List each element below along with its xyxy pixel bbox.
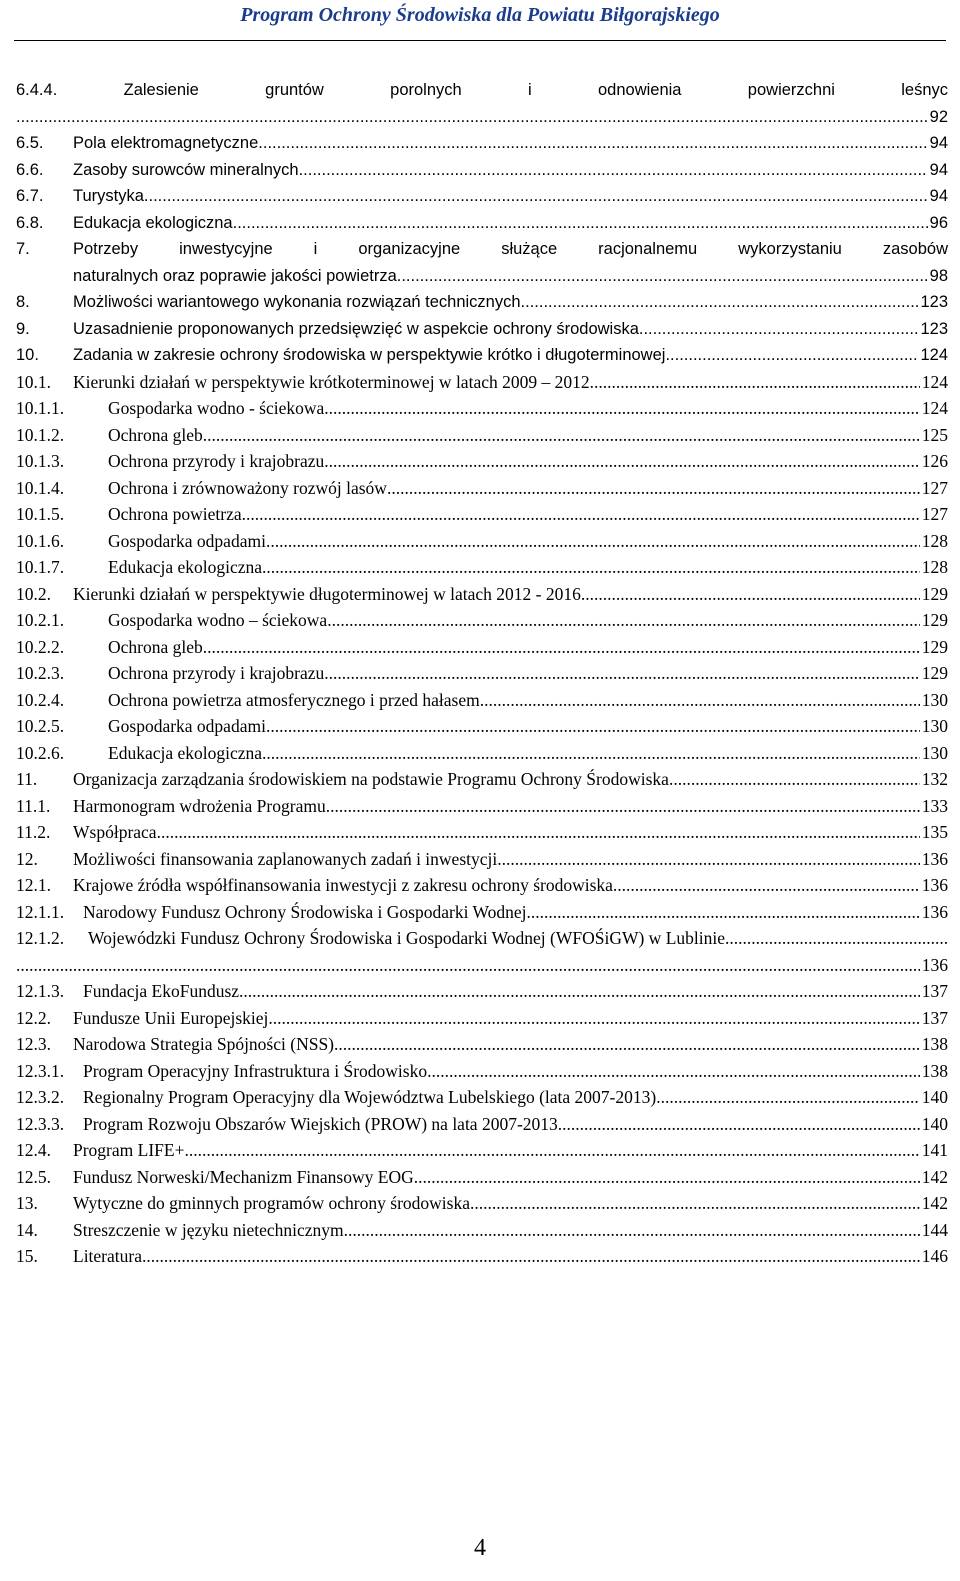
toc-entry[interactable] <box>16 1058 948 1085</box>
toc-entry-title: Gospodarka wodno - ściekowa <box>108 398 325 418</box>
toc-entry-page: 142 <box>921 1166 948 1187</box>
toc-entry-number: 12.3. <box>16 1034 51 1054</box>
toc-entry[interactable] <box>16 1217 948 1244</box>
document-header: Program Ochrony Środowiska dla Powiatu Biłgorajskiego <box>240 4 720 26</box>
toc-entry-page: 98 <box>929 266 948 285</box>
toc-entry-number: 6.4.4. <box>16 81 58 99</box>
toc-leader-dots <box>239 978 920 1005</box>
toc-entry-page: 136 <box>921 848 948 869</box>
toc-entry[interactable] <box>16 660 948 687</box>
toc-entry-page: 130 <box>921 689 948 710</box>
toc-entry-number: 10.2.6. <box>16 742 65 763</box>
toc-entry-title: Ochrona powietrza <box>108 504 242 524</box>
toc-entry-number: 11.1. <box>16 795 51 816</box>
toc-leader-dots <box>613 872 920 899</box>
toc-entry-title: Potrzeby inwestycyjne i organizacyjne służące racjonalnemu wykorzystaniu zasobów <box>73 240 948 258</box>
toc-entry-page: 140 <box>921 1113 948 1134</box>
toc-leader-dots <box>669 766 920 793</box>
toc-entry-title: Fundacja EkoFundusz <box>83 981 240 1001</box>
toc-entry-title: Ochrona powietrza atmosferycznego i przed hałasem <box>108 689 480 710</box>
toc-leader-dots <box>258 130 927 157</box>
toc-leader-dots <box>266 713 920 740</box>
toc-entry-title: Ochrona i zrównoważony rozwój lasów <box>108 477 387 498</box>
toc-entry-title: Współpraca <box>73 822 157 842</box>
toc-entry-number: 10.1.2. <box>16 424 65 445</box>
toc-entry-number: 12.3.1. <box>16 1060 65 1081</box>
toc-entry-number: 10.2.2. <box>16 636 65 657</box>
toc-entry-number: 10.1.3. <box>16 451 65 471</box>
toc-leader-dots <box>725 925 948 952</box>
toc-entry-page: 127 <box>921 477 948 498</box>
toc-entry-title: Możliwości wariantowego wykonania rozwiązań technicznych <box>73 293 521 311</box>
toc-leader-dots <box>16 104 928 131</box>
toc-entry-number: 10. <box>16 346 39 364</box>
toc-entry-number: 8. <box>16 293 30 311</box>
toc-entry-number: 10.1.6. <box>16 530 65 551</box>
toc-entry-page: 129 <box>921 610 948 630</box>
toc-entry[interactable] <box>16 422 948 449</box>
toc-entry[interactable] <box>16 183 948 210</box>
toc-entry-page: 133 <box>921 795 948 816</box>
toc-leader-dots <box>16 952 920 979</box>
toc-entry[interactable] <box>16 634 948 661</box>
page-number: 4 <box>474 1535 486 1561</box>
toc-entry-title: Krajowe źródła współfinansowania inwestycji z zakresu ochrony środowiska <box>73 875 613 895</box>
toc-entry-title: Harmonogram wdrożenia Programu <box>73 795 326 816</box>
toc-entry[interactable] <box>16 899 948 926</box>
toc-entry-number: 9. <box>16 319 30 338</box>
toc-entry[interactable] <box>16 289 948 316</box>
toc-entry-page: 142 <box>921 1193 948 1213</box>
toc-leader-dots <box>581 581 920 608</box>
toc-entry[interactable] <box>16 448 948 475</box>
toc-entry-title: Narodowy Fundusz Ochrony Środowiska i Gospodarki Wodnej <box>83 901 527 922</box>
toc-entry[interactable] <box>16 342 948 369</box>
toc-entry-number: 10.1. <box>16 371 51 392</box>
toc-leader-dots <box>262 740 920 767</box>
table-of-contents <box>16 77 948 1270</box>
toc-entry-page: 123 <box>920 319 948 338</box>
toc-leader-dots <box>334 1031 920 1058</box>
toc-entry-page: 136 <box>921 901 948 922</box>
toc-entry-page: 128 <box>921 557 948 577</box>
toc-entry-title: Ochrona przyrody i krajobrazu <box>108 663 325 683</box>
toc-entry[interactable] <box>16 1005 948 1032</box>
toc-entry-title: Literatura <box>73 1246 142 1266</box>
toc-entry-title: Edukacja ekologiczna <box>108 742 263 763</box>
toc-entry-page: 136 <box>921 954 948 975</box>
toc-entry-title: Program LIFE+ <box>73 1140 185 1160</box>
toc-entry-number: 10.2.4. <box>16 689 65 710</box>
toc-leader-dots <box>262 554 920 581</box>
toc-entry-number: 12.3.2. <box>16 1087 65 1107</box>
toc-leader-dots <box>558 1111 920 1138</box>
toc-leader-dots <box>344 1217 920 1244</box>
toc-entry-page: 137 <box>921 1007 948 1028</box>
toc-entry[interactable] <box>16 1137 948 1164</box>
toc-entry-title: Kierunki działań w perspektywie krótkoterminowej w latach 2009 – 2012 <box>73 371 590 392</box>
toc-entry[interactable] <box>16 316 948 343</box>
toc-leader-dots <box>324 448 920 475</box>
toc-entry-page: 129 <box>921 663 948 683</box>
toc-entry-number: 6.7. <box>16 187 44 205</box>
toc-entry[interactable] <box>16 369 948 396</box>
toc-entry-number: 12.2. <box>16 1007 51 1028</box>
toc-entry-page: 128 <box>921 530 948 551</box>
toc-entry-number: 12.5. <box>16 1166 51 1187</box>
toc-entry-page: 137 <box>921 981 948 1001</box>
toc-entry[interactable] <box>16 157 948 184</box>
toc-leader-dots <box>203 422 920 449</box>
toc-entry[interactable] <box>16 475 948 502</box>
toc-entry-title: Program Operacyjny Infrastruktura i Środowisko <box>83 1060 428 1081</box>
toc-entry-title: Wytyczne do gminnych programów ochrony środowiska <box>73 1193 470 1213</box>
toc-entry-number: 12.3.3. <box>16 1113 65 1134</box>
toc-entry-page: 92 <box>929 107 948 126</box>
toc-entry-title: Fundusze Unii Europejskiej <box>73 1007 269 1028</box>
toc-leader-dots <box>203 634 920 661</box>
toc-leader-dots <box>397 263 928 290</box>
toc-entry[interactable] <box>16 607 948 634</box>
toc-entry-title: Program Rozwoju Obszarów Wiejskich (PROW) na lata 2007-2013 <box>83 1113 558 1134</box>
toc-entry-number: 10.1.1. <box>16 398 65 418</box>
toc-leader-dots <box>326 793 920 820</box>
toc-entry-page: 146 <box>921 1246 948 1266</box>
toc-entry[interactable] <box>16 1111 948 1138</box>
toc-entry-page: 138 <box>921 1060 948 1081</box>
toc-entry-number: 6.6. <box>16 160 44 179</box>
toc-leader-dots <box>639 316 919 343</box>
toc-entry[interactable] <box>16 819 948 846</box>
toc-entry[interactable] <box>16 740 948 767</box>
toc-entry-page: 125 <box>921 424 948 445</box>
toc-entry-page: 94 <box>929 187 948 205</box>
toc-entry-title: Wojewódzki Fundusz Ochrony Środowiska i Gospodarki Wodnej (WFOŚiGW) w Lublinie <box>88 928 725 948</box>
toc-entry[interactable] <box>16 846 948 873</box>
toc-leader-dots <box>427 1058 920 1085</box>
toc-entry-title: Gospodarka wodno – ściekowa <box>108 610 328 630</box>
toc-entry-number: 10.2. <box>16 583 51 604</box>
toc-leader-dots <box>233 210 928 237</box>
toc-entry-title: Streszczenie w języku nietechnicznym <box>73 1219 344 1240</box>
toc-entry-title: Kierunki działań w perspektywie długoterminowej w latach 2012 - 2016 <box>73 583 581 604</box>
toc-entry-title: Zasoby surowców mineralnych <box>73 160 299 179</box>
toc-entry-title: Fundusz Norweski/Mechanizm Finansowy EOG <box>73 1166 414 1187</box>
toc-entry[interactable] <box>16 978 948 1005</box>
toc-entry-title: Gospodarka odpadami <box>108 716 266 736</box>
toc-leader-dots <box>656 1084 920 1111</box>
toc-entry[interactable] <box>16 395 948 422</box>
toc-entry[interactable] <box>16 793 948 820</box>
toc-entry-page: 141 <box>921 1140 948 1160</box>
toc-entry-page: 136 <box>921 875 948 895</box>
toc-entry[interactable] <box>16 130 948 157</box>
toc-entry-page: 127 <box>921 504 948 524</box>
toc-entry[interactable] <box>16 210 948 237</box>
toc-entry-title: Ochrona przyrody i krajobrazu <box>108 451 325 471</box>
toc-entry-title: Narodowa Strategia Spójności (NSS) <box>73 1034 335 1054</box>
toc-leader-dots <box>157 819 920 846</box>
toc-leader-dots <box>497 846 920 873</box>
toc-leader-dots <box>142 1243 920 1270</box>
toc-entry-number: 6.8. <box>16 213 44 232</box>
toc-entry[interactable] <box>16 1190 948 1217</box>
toc-entry-page: 129 <box>921 636 948 657</box>
toc-entry-page: 126 <box>921 451 948 471</box>
toc-entry-number: 12.4. <box>16 1140 51 1160</box>
toc-entry-title: Organizacja zarządzania środowiskiem na podstawie Programu Ochrony Środowiska <box>73 769 669 789</box>
toc-entry-page: 124 <box>921 398 948 418</box>
toc-entry-title: Ochrona gleb <box>108 636 203 657</box>
toc-entry-page: 135 <box>921 822 948 842</box>
toc-entry[interactable] <box>16 872 948 899</box>
toc-entry-number: 15. <box>16 1246 38 1266</box>
toc-entry-title: Turystyka <box>73 187 144 205</box>
toc-entry[interactable] <box>16 554 948 581</box>
toc-entry[interactable] <box>16 1243 948 1270</box>
toc-entry-title: Zadania w zakresie ochrony środowiska w perspektywie krótko i długoterminowej <box>73 346 666 364</box>
toc-entry-page: 129 <box>921 583 948 604</box>
toc-entry-number: 11. <box>16 769 38 789</box>
toc-entry-number: 12.1.3. <box>16 981 65 1001</box>
toc-leader-dots <box>480 687 920 714</box>
toc-entry-number: 12.1.1. <box>16 901 65 922</box>
toc-entry-page: 140 <box>921 1087 948 1107</box>
toc-leader-dots <box>144 183 928 210</box>
toc-entry-title: Ochrona gleb <box>108 424 203 445</box>
toc-entry-page: 130 <box>921 742 948 763</box>
toc-leader-dots <box>665 342 918 369</box>
toc-leader-dots <box>590 369 920 396</box>
toc-entry[interactable] <box>16 713 948 740</box>
toc-entry-number: 6.5. <box>16 134 44 152</box>
toc-entry[interactable] <box>16 236 948 289</box>
toc-entry[interactable] <box>16 1084 948 1111</box>
toc-leader-dots <box>527 899 920 926</box>
toc-leader-dots <box>299 157 928 184</box>
toc-entry-page: 94 <box>929 160 948 179</box>
toc-entry-title: Edukacja ekologiczna <box>108 557 263 577</box>
toc-entry-number: 11.2. <box>16 822 51 842</box>
toc-entry-number: 10.2.3. <box>16 663 65 683</box>
toc-entry-page: 124 <box>920 346 948 364</box>
toc-entry[interactable] <box>16 766 948 793</box>
toc-entry-title: Uzasadnienie proponowanych przedsięwzięć w aspekcie ochrony środowiska <box>73 319 639 338</box>
toc-entry-number: 10.1.4. <box>16 477 65 498</box>
toc-entry-page: 144 <box>921 1219 948 1240</box>
toc-entry-page: 124 <box>921 371 948 392</box>
toc-entry[interactable] <box>16 687 948 714</box>
toc-leader-dots <box>327 607 920 634</box>
toc-entry-number: 10.2.1. <box>16 610 65 630</box>
toc-entry[interactable] <box>16 528 948 555</box>
toc-leader-dots <box>268 1005 919 1032</box>
toc-entry-page: 96 <box>929 213 948 232</box>
toc-entry-number: 12.1. <box>16 875 51 895</box>
toc-entry[interactable] <box>16 501 948 528</box>
toc-entry-title: Możliwości finansowania zaplanowanych zadań i inwestycji <box>73 848 498 869</box>
toc-leader-dots <box>324 660 920 687</box>
toc-leader-dots <box>387 475 920 502</box>
toc-entry-title: Zalesienie gruntów porolnych i odnowienia powierzchni leśnyc <box>123 81 949 99</box>
toc-entry[interactable] <box>16 581 948 608</box>
toc-entry[interactable] <box>16 77 948 130</box>
toc-leader-dots <box>414 1164 920 1191</box>
toc-leader-dots <box>521 289 919 316</box>
toc-entry-title: Gospodarka odpadami <box>108 530 266 551</box>
toc-entry-number: 14. <box>16 1219 38 1240</box>
toc-leader-dots <box>242 501 920 528</box>
toc-entry-title: Pola elektromagnetyczne <box>73 134 259 152</box>
toc-entry-title: Edukacja ekologiczna <box>73 213 233 232</box>
toc-leader-dots <box>470 1190 920 1217</box>
toc-entry-number: 13. <box>16 1193 38 1213</box>
toc-entry-number: 10.1.7. <box>16 557 65 577</box>
toc-entry-number: 12.1.2. <box>16 928 65 948</box>
toc-entry-page: 123 <box>920 293 948 311</box>
toc-entry[interactable] <box>16 1164 948 1191</box>
toc-entry-title: Regionalny Program Operacyjny dla Województwa Lubelskiego (lata 2007-2013) <box>83 1087 657 1107</box>
toc-entry-page: 132 <box>921 769 948 789</box>
toc-leader-dots <box>266 528 920 555</box>
toc-entry-number: 12. <box>16 848 38 869</box>
toc-leader-dots <box>324 395 919 422</box>
toc-entry-page: 94 <box>929 134 948 152</box>
toc-entry-page: 130 <box>921 716 948 736</box>
toc-entry-title-continued: naturalnych oraz poprawie jakości powietrza <box>73 266 397 285</box>
header-divider <box>14 40 946 41</box>
toc-leader-dots <box>184 1137 919 1164</box>
toc-entry-number: 10.2.5. <box>16 716 65 736</box>
toc-entry[interactable] <box>16 1031 948 1058</box>
toc-entry[interactable] <box>16 925 948 978</box>
toc-entry-number: 7. <box>16 240 30 258</box>
toc-entry-number: 10.1.5. <box>16 504 65 524</box>
toc-entry-page: 138 <box>921 1034 948 1054</box>
